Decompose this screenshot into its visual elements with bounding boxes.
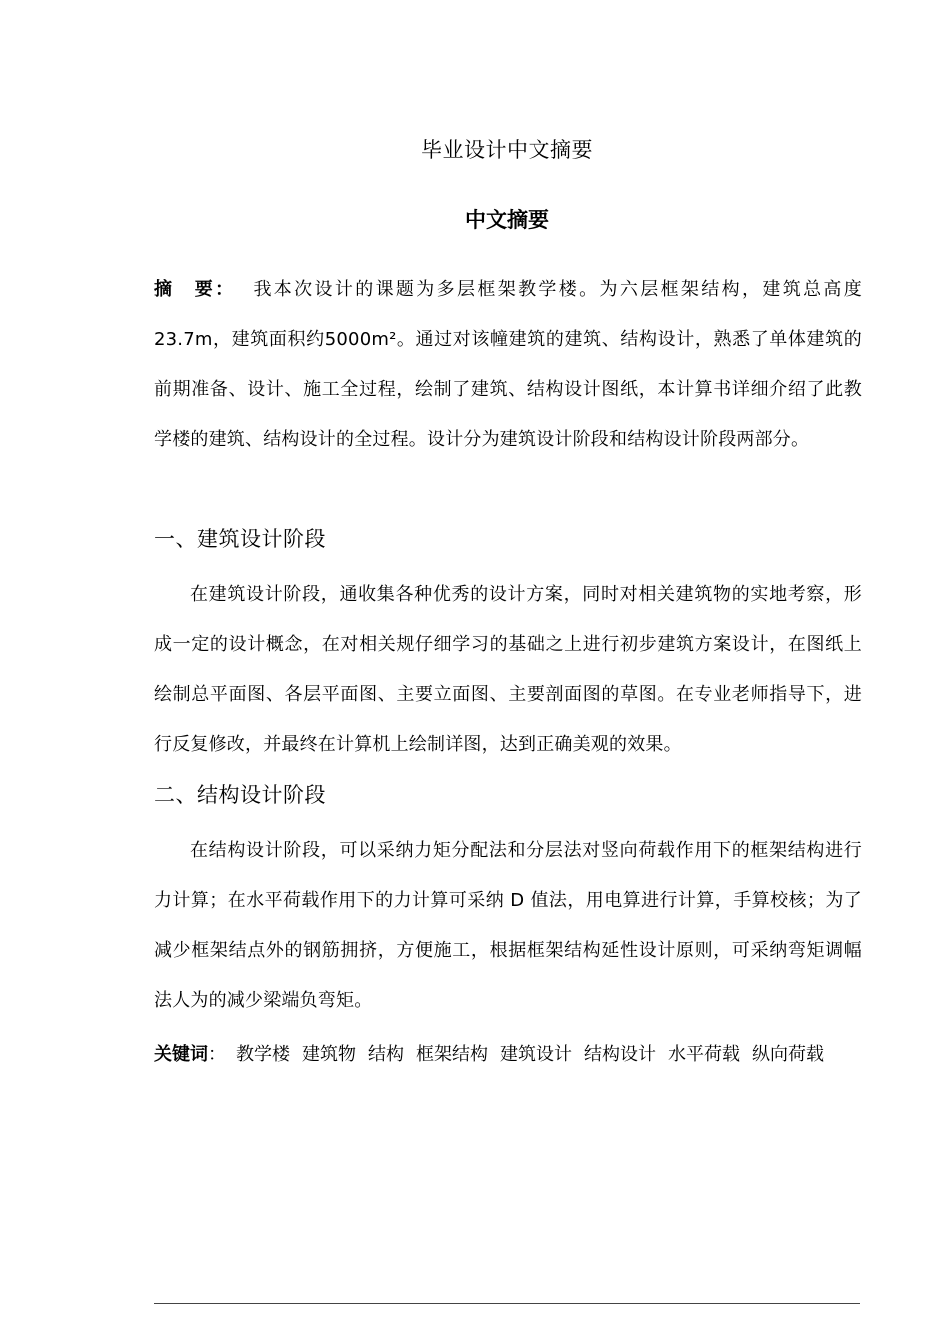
footer-divider [154,1303,860,1304]
abstract-text: 我本次设计的课题为多层框架教学楼。为六层框架结构，建筑总高度23.7m，建筑面积约5000m²。通过对该幢建筑的建筑、结构设计，熟悉了单体建筑的前期准备、设计、施工全过程，绘制了建筑、结构设计图纸，本计算书详细介绍了此教学楼的建筑、结构设计的全过程。设计分为建筑设计阶段和结构设计阶段两部分。 [154,279,862,450]
abstract-label: 摘 要： [154,279,236,300]
structure-paragraph: 在结构设计阶段，可以采纳力矩分配法和分层法对竖向荷载作用下的框架结构进行力计算；在水平荷载作用下的力计算可采纳 D 值法，用电算进行计算，手算校核；为了减少框架结点外的钢筋拥挤，方便施工，根据框架结构延性设计原则，可采纳弯矩调幅法人为的减少梁端负弯矩。 [154,840,862,1011]
keyword-item: 水平荷载 [668,1044,740,1065]
abstract-paragraph [154,265,862,465]
section-heading-architecture: 一、建筑设计阶段 [154,527,326,551]
section-heading-structure: 二、结构设计阶段 [154,783,326,807]
keyword-item: 教学楼 [236,1044,290,1065]
keywords-line [154,1040,874,1070]
keywords-separator: ： [208,1044,226,1065]
keyword-item: 纵向荷载 [752,1044,824,1065]
keyword-item: 建筑物 [302,1044,356,1065]
keyword-item: 结构设计 [584,1044,656,1065]
abstract-section-title: 中文摘要 [465,208,549,232]
keyword-item: 建筑设计 [500,1044,572,1065]
keyword-item: 结构 [368,1044,404,1065]
document-title: 毕业设计中文摘要 [421,138,593,162]
keywords-label: 关键词 [154,1044,208,1065]
keyword-item: 框架结构 [416,1044,488,1065]
architecture-paragraph: 在建筑设计阶段，通收集各种优秀的设计方案，同时对相关建筑物的实地考察，形成一定的设计概念，在对相关规仔细学习的基础之上进行初步建筑方案设计，在图纸上绘制总平面图、各层平面图、主要立面图、主要剖面图的草图。在专业老师指导下，进行反复修改，并最终在计算机上绘制详图，达到正确美观的效果。 [154,584,862,755]
